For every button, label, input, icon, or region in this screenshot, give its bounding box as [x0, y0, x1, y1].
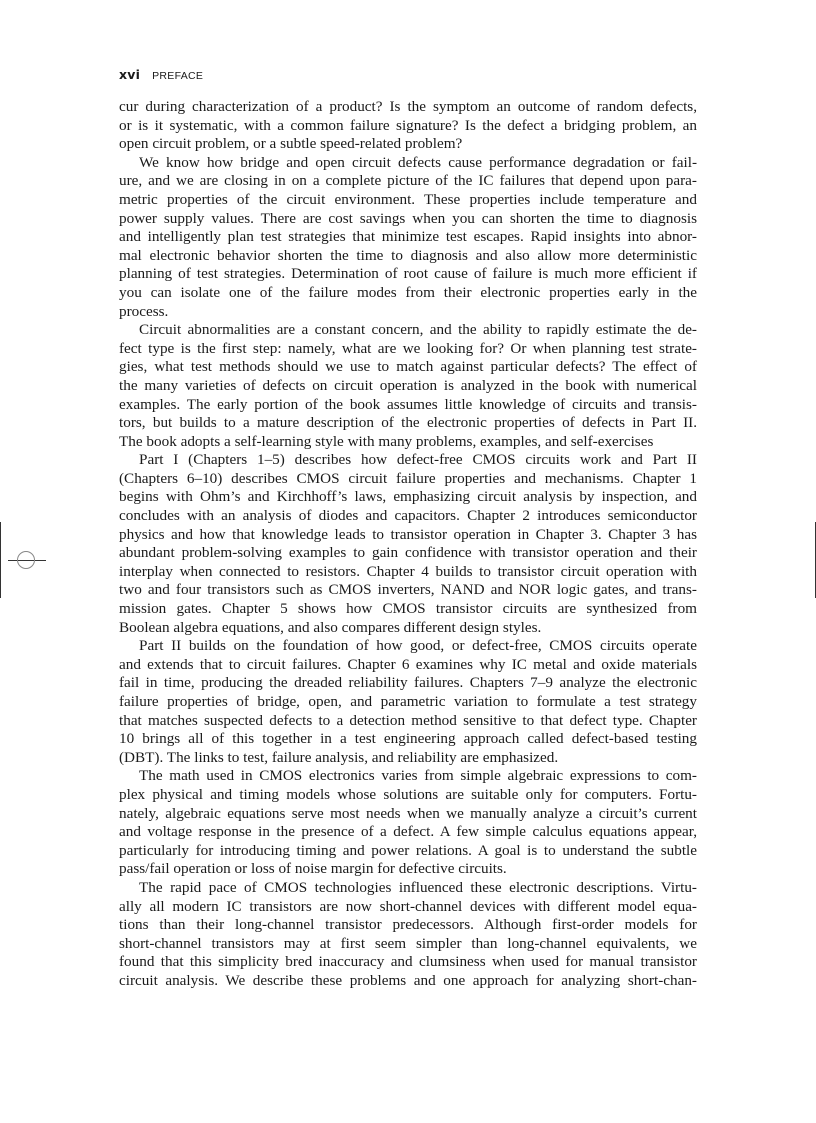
text-line: The math used in CMOS electronics varies from simple algebraic expressions to com-	[139, 767, 697, 785]
text-line: nately, algebraic equations serve most needs when we manually analyze a circuit’s current	[119, 804, 697, 822]
text-line: cur during characterization of a product? Is the symptom an outcome of random defects,	[119, 98, 697, 115]
crop-mark-vertical	[0, 522, 1, 598]
text-line: that matches suspected defects to a detection method sensitive to that defect type. Chapter	[119, 711, 697, 729]
body-text	[119, 98, 697, 991]
text-line: circuit analysis. We describe these problems and one approach for analyzing short-chan-	[119, 971, 697, 989]
text-line: Circuit abnormalities are a constant concern, and the ability to rapidly estimate the de-	[139, 321, 697, 339]
text-line: the many varieties of defects on circuit operation is analyzed in the book with numerical	[119, 376, 697, 394]
text-line: (Chapters 6–10) describes CMOS circuit failure properties and mechanisms. Chapter 1	[119, 469, 697, 487]
paragraph	[119, 321, 697, 451]
text-line: and intelligently plan test strategies that minimize test escapes. Rapid insights into abnor-	[119, 228, 697, 246]
paragraph	[119, 451, 697, 637]
text-line: fect type is the first step: namely, what are we looking for? Or when planning test strate-	[119, 339, 697, 357]
text-line: gies, what test methods should we use to match against particular defects? The effect of	[119, 358, 697, 376]
paragraph	[119, 98, 697, 154]
text-line: mission gates. Chapter 5 shows how CMOS transistor circuits are synthesized from	[119, 600, 697, 618]
text-line: or is it systematic, with a common failure signature? Is the defect a bridging problem, an	[119, 116, 697, 134]
text-line: interplay when connected to resistors. Chapter 4 builds to transistor circuit operation with	[119, 562, 697, 580]
text-line: tors, but builds to a mature description of the electronic properties of defects in Part II.	[119, 414, 697, 432]
section-title: PREFACE	[152, 70, 204, 82]
paragraph	[119, 879, 697, 991]
running-head	[119, 66, 203, 86]
page-number: xvi	[119, 67, 141, 82]
text-line: plex physical and timing models whose solutions are suitable only for computers. Fortu-	[119, 785, 697, 803]
text-line: mal electronic behavior shorten the time to diagnosis and also allow more deterministic	[119, 246, 697, 264]
text-line: tions than their long-channel transistor predecessors. Although first-order models for	[119, 916, 697, 934]
text-line: Boolean algebra equations, and also compares different design styles.	[119, 618, 542, 636]
text-line: and voltage response in the presence of a defect. A few simple calculus equations appear,	[119, 823, 697, 841]
text-line: two and four transistors such as CMOS inverters, NAND and NOR logic gates, and trans-	[119, 581, 697, 599]
text-line: begins with Ohm’s and Kirchhoff’s laws, emphasizing circuit analysis by inspection, and	[119, 488, 697, 506]
text-line: (DBT). The links to test, failure analysis, and reliability are emphasized.	[119, 748, 559, 766]
paragraph	[119, 154, 697, 321]
text-line: ure, and we are closing in on a complete picture of the IC failures that depend upon para-	[119, 172, 697, 190]
text-line: and extends that to circuit failures. Chapter 6 examines why IC metal and oxide materials	[119, 655, 697, 673]
text-line: physics and how that knowledge leads to transistor operation in Chapter 3. Chapter 3 has	[119, 525, 697, 543]
text-line: open circuit problem, or a subtle speed-related problem?	[119, 135, 463, 153]
text-line: We know how bridge and open circuit defects cause performance degradation or fail-	[139, 153, 697, 171]
text-line: examples. The early portion of the book assumes little knowledge of circuits and transis-	[119, 395, 697, 413]
text-line: process.	[119, 302, 169, 320]
text-line: short-channel transistors may at first seem simpler than long-channel equivalents, we	[119, 934, 697, 952]
text-line: particularly for introducing timing and power relations. A goal is to understand the subtle	[119, 841, 697, 859]
text-line: pass/fail operation or loss of noise margin for defective circuits.	[119, 860, 507, 878]
text-line: Part II builds on the foundation of how good, or defect-free, CMOS circuits operate	[139, 637, 697, 655]
text-line: failure properties of bridge, open, and parametric variation to formulate a test strategy	[119, 693, 697, 710]
text-line: you can isolate one of the failure modes from their electronic properties early in the	[119, 283, 697, 301]
text-line: 10 brings all of this together in a test engineering approach called defect-based testing	[119, 730, 697, 748]
text-line: Part I (Chapters 1–5) describes how defect-free CMOS circuits work and Part II	[139, 451, 697, 469]
paragraph	[119, 637, 697, 767]
text-line: The rapid pace of CMOS technologies influenced these electronic descriptions. Virtu-	[139, 878, 697, 896]
registration-circle	[17, 551, 35, 569]
text-line: power supply values. There are cost savings when you can shorten the time to diagnosis	[119, 209, 697, 227]
text-line: The book adopts a self-learning style with many problems, examples, and self-exercises	[119, 432, 654, 450]
text-line: metric properties of the circuit environment. These properties include temperature and	[119, 190, 697, 208]
text-line: planning of test strategies. Determination of root cause of failure is much more efficient if	[119, 265, 697, 283]
paragraph	[119, 767, 697, 879]
text-line: ally all modern IC transistors are now short-channel devices with different model equa-	[119, 897, 697, 915]
text-line: concludes with an analysis of diodes and capacitors. Chapter 2 introduces semiconductor	[119, 507, 697, 525]
text-line: found that this simplicity bred inaccuracy and clumsiness when used for manual transistor	[119, 953, 697, 971]
text-line: abundant problem-solving examples to gain confidence with transistor operation and their	[119, 544, 697, 562]
text-line: fail in time, producing the dreaded reliability failures. Chapters 7–9 analyze the electronic	[119, 674, 697, 692]
